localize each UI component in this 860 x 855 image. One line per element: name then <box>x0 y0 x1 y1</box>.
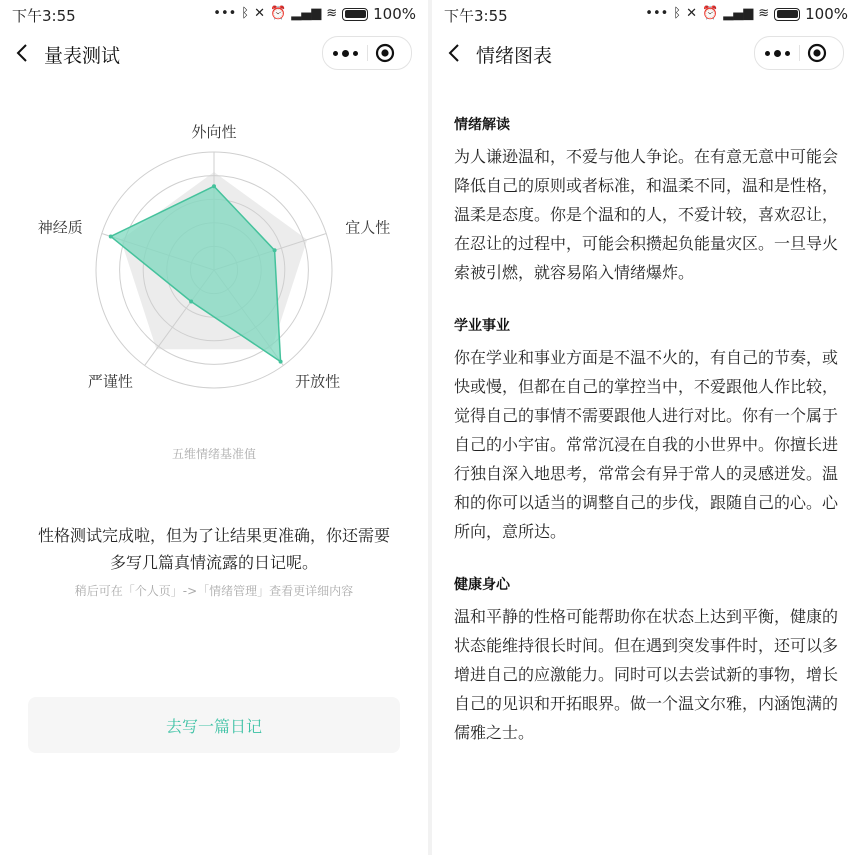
more-dot-icon <box>765 51 770 56</box>
radar-point <box>273 248 277 252</box>
section-emotion-interpretation <box>454 114 844 287</box>
bluetooth-icon: ᛒ <box>241 6 250 21</box>
section-body: 为人谦逊温和，不爱与他人争论。在有意无意中可能会降低自己的原则或者标准，和温柔不同，温和是性格，温柔是态度。你是个温和的人，不爱计较，喜欢忍让，在忍让的过程中，可能会积攒起负能量灾区。一旦导火索被引燃，就容易陷入情绪爆炸。 <box>454 147 839 282</box>
wifi-icon: ≋ <box>758 6 770 21</box>
section-body: 温和平静的性格可能帮助你在状态上达到平衡，健康的状态能维持很长时间。但在遇到突发事件时，还可以多增进自己的应激能力。同时可以去尝试新的事物，增长自己的见识和开拓眼界。做一个温文尔雅，内涵饱满的儒雅之士。 <box>454 607 839 742</box>
hint-text: 稍后可在「个人页」->「情绪管理」查看更详细内容 <box>74 584 354 598</box>
radar-chart <box>0 120 428 440</box>
back-icon[interactable] <box>446 43 464 63</box>
battery-icon <box>342 8 368 21</box>
close-target-icon[interactable] <box>375 43 395 63</box>
mute-icon: ✕ <box>686 6 698 21</box>
nav-bar <box>432 30 860 76</box>
mini-program-capsule <box>322 36 412 70</box>
nav-bar <box>0 30 428 76</box>
radar-point <box>109 234 113 238</box>
section-heading: 健康身心 <box>454 577 510 593</box>
alarm-icon: ⏰ <box>270 6 287 21</box>
status-bar <box>432 0 860 28</box>
radar-axis-label: 宜人性 <box>345 218 391 237</box>
capsule-divider <box>799 45 800 61</box>
more-dot-icon <box>333 51 338 56</box>
emotion-chart-screen <box>432 0 860 855</box>
battery-icon <box>774 8 800 21</box>
radar-axis-label: 严谨性 <box>87 372 133 391</box>
more-button[interactable] <box>323 37 367 69</box>
more-button[interactable] <box>755 37 799 69</box>
signal-icon: ▂▄▆ <box>723 6 754 21</box>
alarm-icon: ⏰ <box>702 6 719 21</box>
radar-point <box>279 360 283 364</box>
battery-percent: 100% <box>373 5 416 23</box>
signal-icon: ▂▄▆ <box>291 6 322 21</box>
more-dot-icon <box>353 51 358 56</box>
emotion-article <box>454 114 844 775</box>
more-dot-icon <box>774 50 781 57</box>
mini-program-capsule <box>754 36 844 70</box>
scale-test-screen <box>0 0 428 855</box>
status-icons <box>213 5 416 23</box>
section-body: 你在学业和事业方面是不温不火的，有自己的节奏，或快或慢，但都在自己的掌控当中，不爱跟他人作比较，觉得自己的事情不需要跟他人进行对比。你有一个属于自己的小宇宙。常常沉浸在自我的小世界中。你擅长进行独自深入地思考，常常会有异于常人的灵感迸发。温和的你可以适当的调整自己的步伐，跟随自己的心。心所向，意所达。 <box>454 348 839 541</box>
wifi-icon: ≋ <box>326 6 338 21</box>
more-dots-icon: ••• <box>645 6 669 21</box>
radar-axis-label: 神经质 <box>37 218 83 237</box>
back-icon[interactable] <box>14 43 32 63</box>
close-target-icon[interactable] <box>807 43 827 63</box>
more-dot-icon <box>785 51 790 56</box>
radar-axis-label: 开放性 <box>295 372 341 391</box>
status-time: 下午3:55 <box>444 7 508 25</box>
page-title: 量表测试 <box>44 45 121 67</box>
more-dots-icon: ••• <box>213 6 237 21</box>
page-title: 情绪图表 <box>476 45 553 67</box>
radar-point <box>189 300 193 304</box>
result-text: 性格测试完成啦，但为了让结果更准确，你还需要多写几篇真情流露的日记呢。 <box>37 526 390 572</box>
section-heading: 情绪解读 <box>454 117 510 133</box>
bluetooth-icon: ᛒ <box>673 6 682 21</box>
radar-point <box>212 184 216 188</box>
section-heading: 学业事业 <box>454 318 510 334</box>
chart-caption: 五维情绪基准值 <box>171 447 256 461</box>
mute-icon: ✕ <box>254 6 266 21</box>
radar-axis-label: 外向性 <box>191 123 237 141</box>
more-dot-icon <box>342 50 349 57</box>
status-bar <box>0 0 428 28</box>
capsule-divider <box>367 45 368 61</box>
write-diary-button[interactable]: 去写一篇日记 <box>28 697 400 753</box>
section-study-career <box>454 315 844 546</box>
status-time: 下午3:55 <box>12 7 76 25</box>
section-health <box>454 574 844 747</box>
battery-percent: 100% <box>805 5 848 23</box>
status-icons <box>645 5 848 23</box>
